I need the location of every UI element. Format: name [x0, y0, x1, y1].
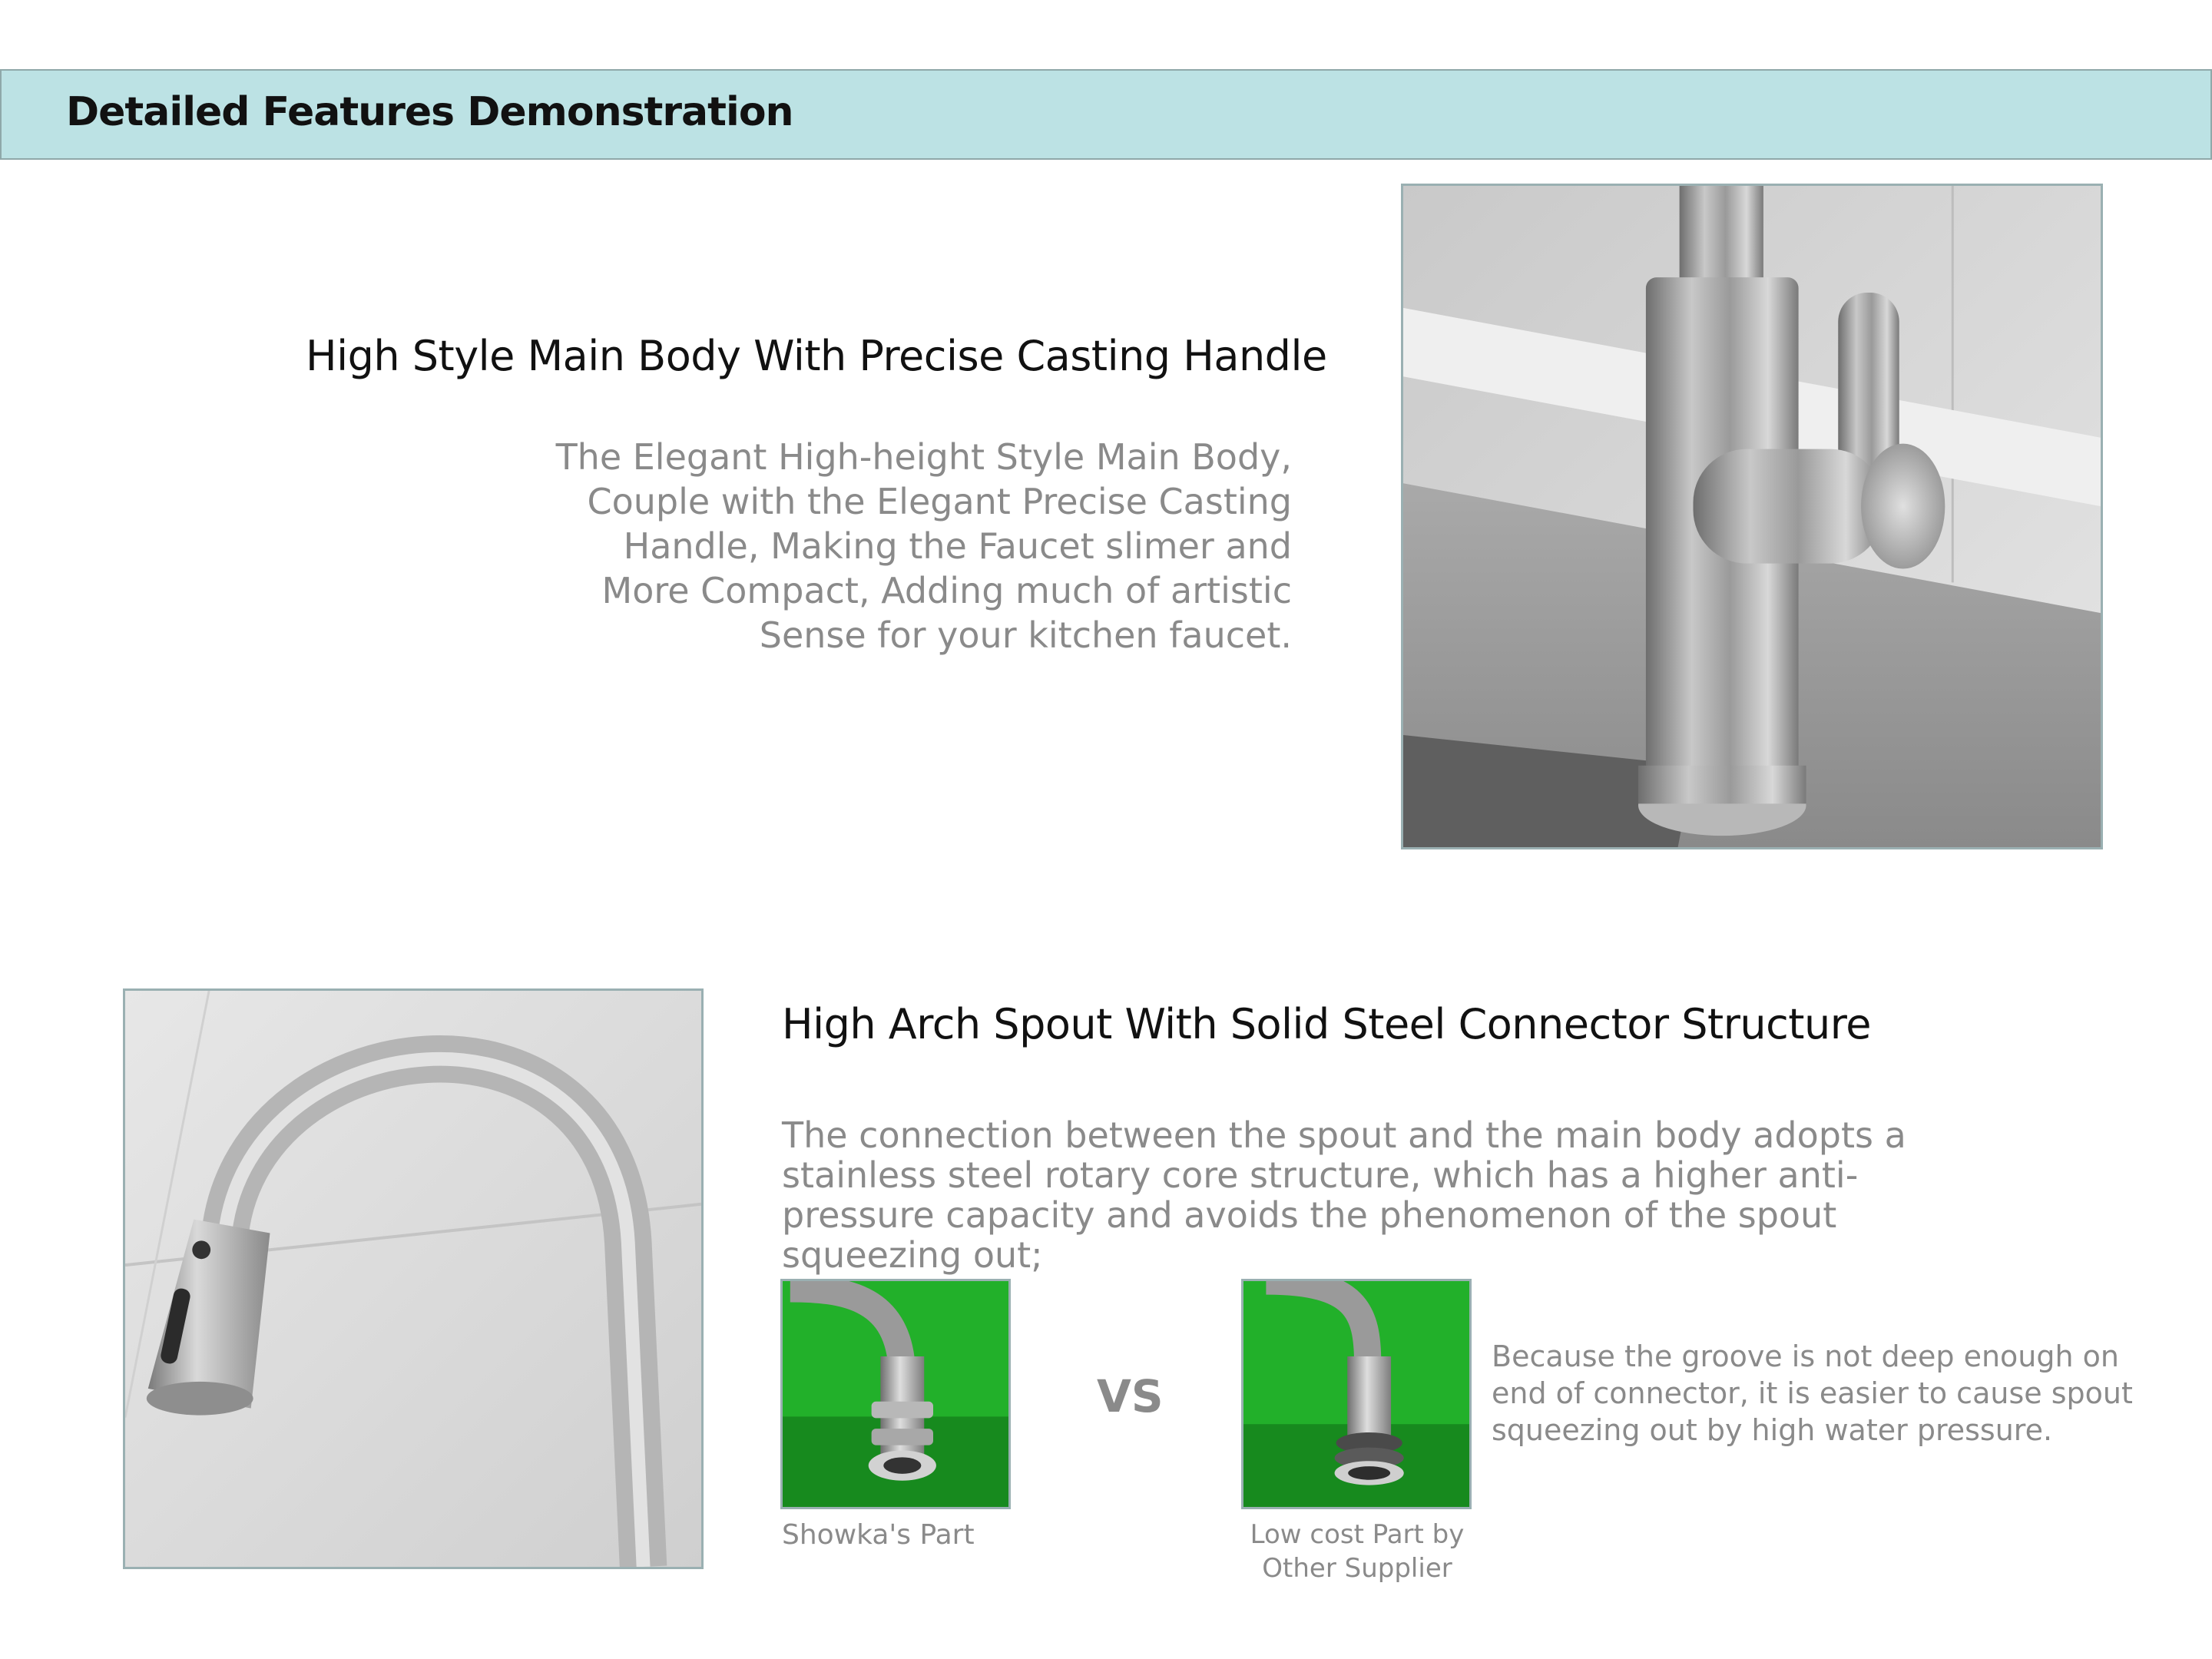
showka-part-caption: Showka's Part: [782, 1519, 975, 1551]
feature1-title: High Style Main Body With Precise Casting Handle: [306, 332, 1327, 380]
feature1-description: The Elegant High-height Style Main Body, Couple with the Elegant Precise Casting Handle, Making the Faucet slimer and More Compact, Adding much of artistic Sense for your kitchen faucet.: [555, 436, 1292, 656]
other-supplier-part-photo: [1241, 1279, 1472, 1509]
comparison-note: Because the groove is not deep enough on end of connector, it is easier to cause spout squeezing out by high water pressure.: [1492, 1339, 2133, 1447]
other-supplier-caption-line2: Other Supplier: [1262, 1553, 1452, 1584]
feature2-description: The connection between the spout and the main body adopts a stainless steel rotary core structure, which has a higher anti-pressure capacity and avoids the phenomenon of the spout squeezing out;: [782, 1114, 1906, 1276]
vs-label: VS: [1097, 1370, 1164, 1422]
feature2-title: High Arch Spout With Solid Steel Connector Structure: [782, 1000, 1871, 1048]
other-supplier-caption-line1: Low cost Part by: [1250, 1519, 1465, 1550]
faucet-body-photo: [1401, 184, 2103, 849]
showka-part-photo: [780, 1279, 1011, 1509]
spout-photo: [123, 988, 704, 1569]
other-supplier-caption: [1229, 1518, 1485, 1585]
section-title: Detailed Features Demonstration: [66, 89, 793, 135]
